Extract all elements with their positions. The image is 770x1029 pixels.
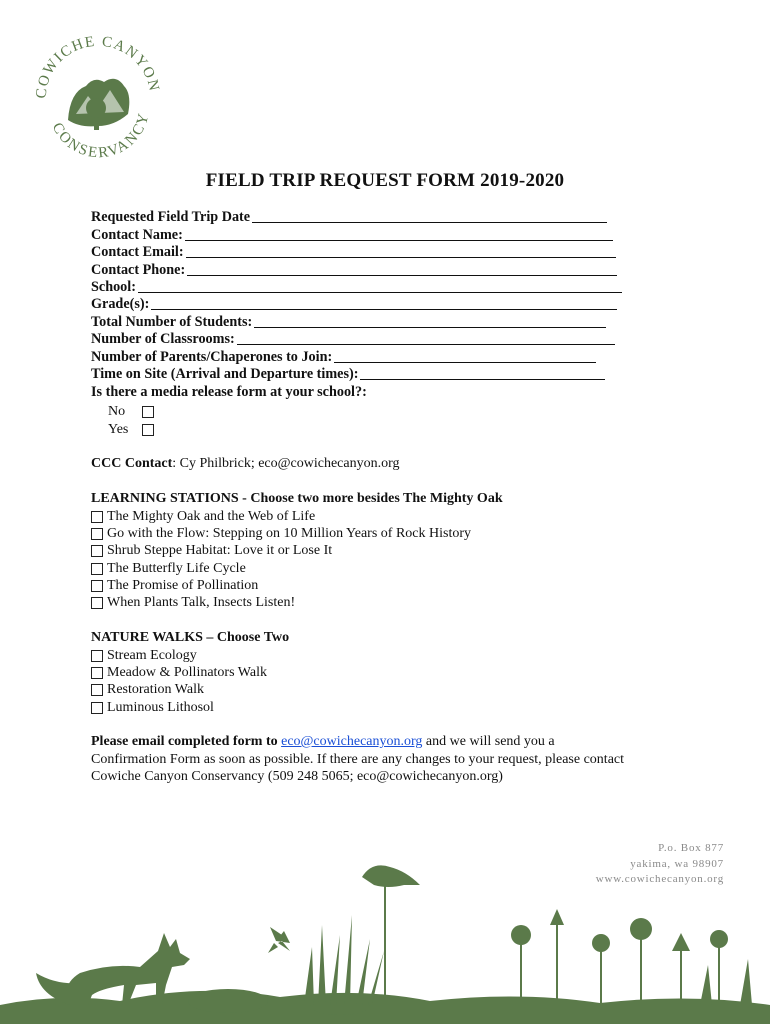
- logo-text-bottom: CONSERVANCY: [48, 110, 153, 162]
- option-label: The Mighty Oak and the Web of Life: [107, 508, 316, 524]
- nature-walks-heading: NATURE WALKS – Choose Two: [91, 630, 290, 645]
- field-label: Time on Site (Arrival and Departure times):: [91, 365, 359, 382]
- option-label: Luminous Lithosol: [107, 699, 214, 715]
- field-line[interactable]: [237, 344, 615, 345]
- option-label: Stream Ecology: [107, 647, 197, 663]
- nature-silhouette-footer-icon: [0, 855, 770, 1024]
- field-line[interactable]: [185, 240, 613, 241]
- learning-option[interactable]: [91, 525, 503, 542]
- checkbox-yes[interactable]: [142, 424, 154, 436]
- field-line[interactable]: [151, 309, 617, 310]
- checkbox[interactable]: [91, 580, 103, 592]
- address-line-2: yakima, wa 98907: [630, 857, 724, 870]
- field-label: School:: [91, 278, 136, 295]
- field-contact-name[interactable]: [91, 226, 651, 243]
- checkbox[interactable]: [91, 597, 103, 609]
- option-label: Restoration Walk: [107, 682, 204, 698]
- closing-bold: Please email completed form to: [91, 734, 282, 749]
- form-fields: [91, 209, 651, 401]
- learning-option[interactable]: [91, 508, 503, 525]
- closing-rest: and we will send you a: [422, 734, 555, 749]
- walk-option[interactable]: [91, 664, 289, 681]
- page-title: FIELD TRIP REQUEST FORM 2019-2020: [205, 170, 565, 191]
- field-line[interactable]: [252, 222, 607, 223]
- field-classrooms[interactable]: [91, 331, 651, 348]
- logo-text-top: COWICHE CANYON: [33, 33, 162, 100]
- learning-stations: [91, 490, 503, 612]
- field-requested-date[interactable]: [91, 209, 651, 226]
- field-contact-phone[interactable]: [91, 261, 651, 278]
- checkbox[interactable]: [91, 511, 103, 523]
- field-grades[interactable]: [91, 296, 651, 313]
- closing-instructions: [91, 733, 731, 786]
- checkbox[interactable]: [91, 650, 103, 662]
- media-release-yes[interactable]: [108, 422, 154, 438]
- option-label: The Butterfly Life Cycle: [107, 560, 246, 576]
- ccc-contact: [91, 456, 400, 472]
- logo: [28, 30, 168, 170]
- walk-option[interactable]: [91, 682, 289, 699]
- walk-option[interactable]: [91, 647, 289, 664]
- closing-line-1: [91, 733, 731, 751]
- field-label: Contact Email:: [91, 244, 184, 261]
- ccc-contact-label: CCC Contact: [91, 456, 173, 471]
- option-label: Shrub Steppe Habitat: Love it or Lose It: [107, 543, 333, 559]
- field-line[interactable]: [186, 257, 616, 258]
- closing-line-3: Cowiche Canyon Conservancy (509 248 5065; eco@cowichecanyon.org): [91, 769, 503, 784]
- media-release-no[interactable]: [108, 404, 154, 420]
- field-line[interactable]: [360, 379, 605, 380]
- yes-label: Yes: [108, 422, 129, 437]
- ccc-contact-value: : Cy Philbrick; eco@cowichecanyon.org: [172, 456, 400, 471]
- learning-stations-heading: LEARNING STATIONS - Choose two more besides The Mighty Oak: [91, 491, 503, 506]
- field-label: Grade(s):: [91, 296, 150, 313]
- field-line[interactable]: [334, 362, 596, 363]
- field-line[interactable]: [254, 327, 606, 328]
- field-time-on-site[interactable]: [91, 366, 651, 383]
- field-school[interactable]: [91, 279, 651, 296]
- address-line-3: www.cowichecanyon.org: [595, 873, 724, 885]
- footer-illustration: [0, 855, 770, 1024]
- learning-option[interactable]: [91, 543, 503, 560]
- field-label: Number of Classrooms:: [91, 331, 235, 348]
- field-line[interactable]: [187, 275, 617, 276]
- checkbox[interactable]: [91, 702, 103, 714]
- checkbox[interactable]: [91, 545, 103, 557]
- field-label: Total Number of Students:: [91, 313, 253, 330]
- option-label: Go with the Flow: Stepping on 10 Million Years of Rock History: [107, 525, 472, 541]
- field-label: Requested Field Trip Date: [91, 209, 251, 226]
- field-label: Number of Parents/Chaperones to Join:: [91, 348, 333, 365]
- checkbox[interactable]: [91, 684, 103, 696]
- checkbox-no[interactable]: [142, 406, 154, 418]
- checkbox[interactable]: [91, 563, 103, 575]
- option-label: The Promise of Pollination: [107, 577, 259, 593]
- checkbox[interactable]: [91, 667, 103, 679]
- learning-option[interactable]: [91, 560, 503, 577]
- field-line[interactable]: [138, 292, 622, 293]
- field-contact-email[interactable]: [91, 244, 651, 261]
- mountain-tree-logo-icon: [28, 30, 168, 170]
- field-chaperones[interactable]: [91, 348, 651, 365]
- email-link[interactable]: eco@cowichecanyon.org: [281, 734, 423, 749]
- field-total-students[interactable]: [91, 313, 651, 330]
- media-release-question: Is there a media release form at your school?:: [91, 383, 367, 400]
- field-label: Contact Name:: [91, 226, 183, 243]
- learning-option[interactable]: [91, 594, 503, 611]
- nature-walks: [91, 629, 289, 716]
- option-label: When Plants Talk, Insects Listen!: [107, 595, 296, 611]
- option-label: Meadow & Pollinators Walk: [107, 664, 267, 680]
- no-label: No: [108, 404, 126, 419]
- walk-option[interactable]: [91, 699, 289, 716]
- checkbox[interactable]: [91, 528, 103, 540]
- learning-option[interactable]: [91, 577, 503, 594]
- closing-line-2: Confirmation Form as soon as possible. If there are any changes to your request, please contact: [91, 751, 625, 767]
- address-line-1: P.o. Box 877: [658, 842, 724, 854]
- field-label: Contact Phone:: [91, 261, 186, 278]
